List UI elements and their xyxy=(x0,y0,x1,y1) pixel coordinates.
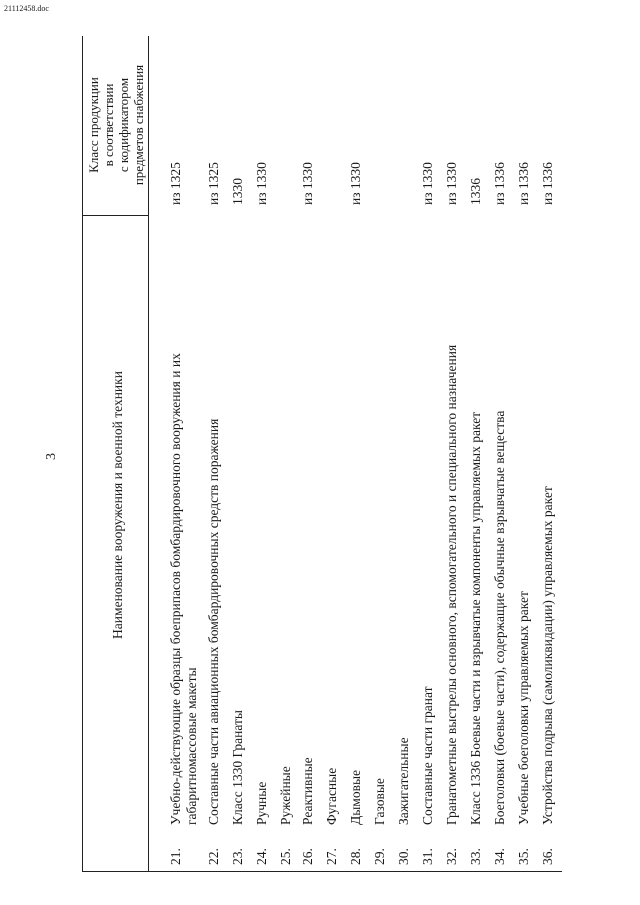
row-class-code: из 1325 xyxy=(168,162,183,205)
row-name-line: габаритномассовые макеты xyxy=(184,667,199,825)
row-name-line: Учебные боеголовки управляемых ракет xyxy=(516,591,531,825)
row-name xyxy=(396,205,412,825)
row-number: 33. xyxy=(468,848,483,865)
row-name-line: Составные части авиационных бомбардировочных средств поражения xyxy=(206,418,221,825)
table-left-border xyxy=(82,871,562,872)
row-name xyxy=(324,205,340,825)
header-class-line: в соответствии xyxy=(101,83,116,167)
row-name-line: Устройства подрыва (самоликвидации) управляемых ракет xyxy=(540,486,555,825)
row-name xyxy=(444,205,460,825)
row-number: 27. xyxy=(324,848,339,865)
row-number: 24. xyxy=(254,848,269,865)
row-class-code: из 1336 xyxy=(492,162,507,205)
row-number: 30. xyxy=(396,848,411,865)
row-number: 31. xyxy=(420,848,435,865)
row-class-code: из 1330 xyxy=(300,162,315,205)
page-number: 3 xyxy=(44,453,59,460)
row-name-line: Ружейные xyxy=(278,766,293,825)
row-name xyxy=(372,205,388,825)
row-name xyxy=(254,205,270,825)
row-name xyxy=(230,205,246,825)
row-name-line: Боеголовки (боевые части), содержащие обычные взрывчатые вещества xyxy=(492,410,507,825)
row-name-line: Составные части гранат xyxy=(420,686,435,825)
table-header-border xyxy=(148,36,149,872)
row-number: 28. xyxy=(348,848,363,865)
row-class-code: 1336 xyxy=(468,178,483,205)
row-class-code: из 1330 xyxy=(254,162,269,205)
doc-id: 21112458.doc xyxy=(4,4,49,13)
row-name-line: Класс 1330 Гранаты xyxy=(230,709,245,825)
row-number: 36. xyxy=(540,848,555,865)
table-column-divider xyxy=(82,215,148,216)
row-name-line: Гранатометные выстрелы основного, вспомогательного и специального назначения xyxy=(444,344,459,825)
row-number: 34. xyxy=(492,848,507,865)
row-name-line: Дымовые xyxy=(348,769,363,825)
row-number: 29. xyxy=(372,848,387,865)
row-name-line: Реактивные xyxy=(300,757,315,825)
row-name xyxy=(468,205,484,825)
header-class-line: предметов снабжения xyxy=(131,64,146,186)
row-number: 32. xyxy=(444,848,459,865)
header-class-line: Класс продукции xyxy=(86,77,101,173)
row-number: 35. xyxy=(516,848,531,865)
row-name xyxy=(348,205,364,825)
row-name-line: Фугасные xyxy=(324,767,339,825)
row-number: 21. xyxy=(168,848,183,865)
row-class-code: 1330 xyxy=(230,178,245,205)
row-name-line: Ручные xyxy=(254,781,269,825)
table-top-border xyxy=(82,36,83,872)
row-name xyxy=(516,205,532,825)
row-name xyxy=(420,205,436,825)
row-class-code: из 1330 xyxy=(444,162,459,205)
header-class xyxy=(86,38,146,212)
row-number: 26. xyxy=(300,848,315,865)
row-class-code: из 1330 xyxy=(348,162,363,205)
row-name-line: Газовые xyxy=(372,778,387,825)
header-name: Наименование вооружения и военной техники xyxy=(110,371,125,639)
row-name xyxy=(540,205,556,825)
row-name xyxy=(300,205,316,825)
row-number: 22. xyxy=(206,848,221,865)
row-name-line: Учебно-действующие образцы боеприпасов бомбардировочного вооружения и их xyxy=(168,353,183,825)
row-name xyxy=(206,205,222,825)
row-class-code: из 1325 xyxy=(206,162,221,205)
row-name xyxy=(168,205,200,825)
row-class-code: из 1330 xyxy=(420,162,435,205)
row-name xyxy=(278,205,294,825)
row-name-line: Класс 1336 Боевые части и взрывчатые компоненты управляемых ракет xyxy=(468,411,483,825)
row-class-code: из 1336 xyxy=(516,162,531,205)
header-class-line: с кодификатором xyxy=(116,77,131,173)
row-class-code: из 1336 xyxy=(540,162,555,205)
row-name xyxy=(492,205,508,825)
row-number: 25. xyxy=(278,848,293,865)
row-number: 23. xyxy=(230,848,245,865)
row-name-line: Зажигательные xyxy=(396,737,411,825)
